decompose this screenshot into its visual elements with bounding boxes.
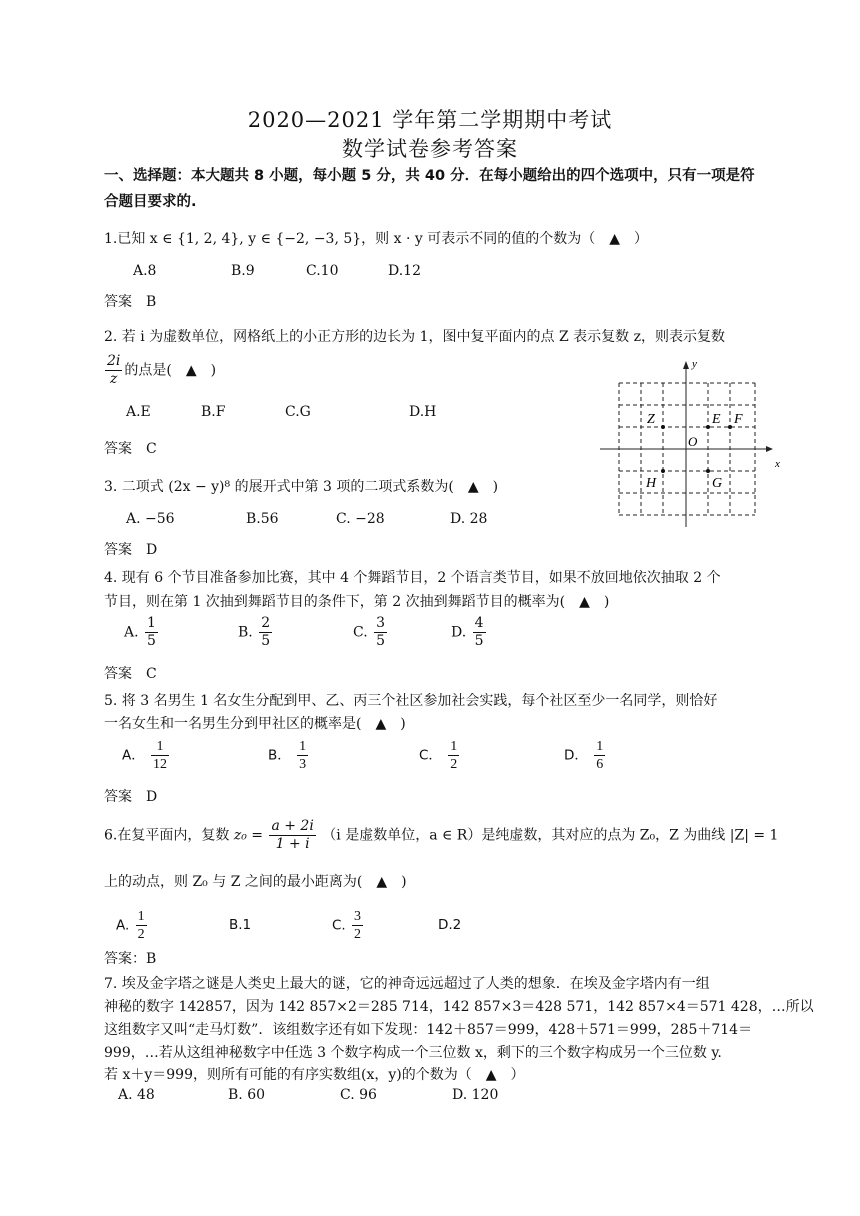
q4-option-a-label: A. (124, 624, 139, 641)
axis-x-label: x (775, 458, 780, 470)
q5-option-a-den: 12 (153, 757, 168, 772)
question-7-line1: 7. 埃及金字塔之谜是人类史上最大的谜，它的神奇远远超过了人类的想象．在埃及金字塔内有一组 (104, 976, 710, 992)
q2-frac-den: z (110, 371, 118, 387)
q1-option-a: A.8 (133, 263, 157, 279)
y-axis-arrow-icon (683, 361, 689, 369)
q1-answer: 答案 B (104, 294, 157, 310)
point-g (706, 469, 710, 473)
q6-option-a-label: A. (116, 917, 130, 934)
q6-option-b: B.1 (229, 917, 252, 933)
point-h-label: H (646, 476, 657, 491)
q2-option-c: C.G (285, 404, 311, 420)
q6-option-c (332, 908, 365, 943)
question-4-line1: 4. 现有 6 个节目准备参加比赛，其中 4 个舞蹈节目，2 个语言类节目，如果不放回地依次抽取 2 个 (104, 570, 721, 586)
q5-option-d-label: D． (564, 747, 588, 764)
question-5-line1: 5. 将 3 名男生 1 名女生分配到甲、乙、丙三个社区参加社会实践，每个社区至少一名同学，则恰好 (104, 693, 718, 709)
q4-option-a-den: 5 (147, 633, 156, 649)
section-header-line1: 一、选择题：本大题共 8 小题，每小题 5 分，共 40 分．在每小题给出的四个选项中，只有一项是符 (104, 168, 755, 184)
q5-option-d-num: 1 (596, 739, 604, 754)
q5-option-a-num: 1 (151, 738, 169, 756)
q4-option-c (353, 615, 389, 650)
q5-option-b-num: 1 (299, 739, 307, 754)
q6-mid: （i 是虚数单位，a ∈ R）是纯虚数，其对应的点为 Z₀，Z 为曲线 |Z| = 1 (322, 827, 779, 844)
q5-option-b-label: B． (268, 747, 291, 764)
point-g-label: G (712, 476, 723, 491)
q4-answer: 答案 C (104, 666, 157, 682)
q2-fraction (105, 353, 122, 388)
q2-frac-num: 2i (107, 353, 121, 369)
question-1-text: 1.已知 x ∈ {1, 2, 4}, y ∈ {−2, −3, 5}，则 x · y 可表示不同的值的个数为（ ▲ ） (104, 231, 648, 247)
q7-option-c: C. 96 (340, 1087, 377, 1103)
q4-option-c-label: C. (353, 624, 368, 641)
q2-option-b: B.F (201, 404, 226, 420)
q4-option-a-num: 1 (147, 615, 156, 631)
q6-option-a-den: 2 (137, 927, 145, 942)
q6-frac-den: 1 + i (275, 836, 310, 852)
question-7-line5: 若 x＋y＝999，则所有可能的有序实数组(x，y)的个数为（ ▲ ） (104, 1067, 525, 1083)
q3-option-d: D. 28 (450, 511, 488, 527)
q7-option-b: B. 60 (228, 1087, 266, 1103)
q6-z0: z₀ = (233, 827, 263, 844)
q5-option-d-den: 6 (596, 757, 604, 772)
question-2-line1: 2. 若 i 为虚数单位，网格纸上的小正方形的边长为 1，图中复平面内的点 Z 表示复数 z，则表示复数 (104, 329, 725, 345)
q4-option-b-den: 5 (261, 633, 271, 649)
point-z-label: Z (647, 412, 655, 427)
q5-option-a (122, 738, 171, 773)
q3-option-c: C. −28 (336, 511, 385, 527)
page-title: 2020—2021 学年第二学期期中考试 (247, 108, 613, 132)
q6-option-c-num: 3 (354, 909, 362, 924)
x-axis-arrow-icon (766, 446, 773, 452)
q3-answer: 答案 D (104, 542, 158, 558)
point-f-label: F (734, 412, 743, 427)
q6-option-a-num: 1 (137, 909, 145, 924)
question-7-line2: 神秘的数字 142857，因为 142 857×2＝285 714，142 857×3＝428 571，142 857×4＝571 428，…所以 (104, 999, 814, 1015)
q1-option-d: D.12 (388, 263, 421, 279)
q7-option-a: A. 48 (118, 1087, 155, 1103)
q4-option-b-label: B. (238, 624, 253, 641)
q4-option-c-den: 5 (376, 633, 386, 649)
q4-option-b-num: 2 (261, 615, 271, 631)
point-e-label: E (712, 412, 721, 427)
q3-option-a: A. −56 (126, 511, 175, 527)
q2-option-a: A.E (126, 404, 151, 420)
q4-option-d (451, 615, 488, 650)
q5-option-c-den: 2 (450, 757, 458, 772)
point-e (706, 425, 710, 429)
question-7-line3: 这组数字又叫“走马灯数”．该组数字还有如下发现：142＋857＝999，428＋571＝999，285＋714＝ (104, 1022, 753, 1038)
q5-option-d (564, 738, 607, 773)
q6-prefix: 6.在复平面内，复数 (104, 827, 230, 844)
q6-option-c-den: 2 (354, 927, 362, 942)
question-3-text: 3. 二项式 (2x − y)⁸ 的展开式中第 3 项的二项式系数为( ▲ ) (104, 479, 499, 495)
q5-answer: 答案 D (104, 789, 158, 805)
origin-label: O (688, 434, 698, 449)
question-5-line2: 一名女生和一名男生分到甲社区的概率是( ▲ ) (104, 716, 406, 732)
q5-option-c-num: 1 (450, 739, 458, 754)
q6-option-d: D.2 (438, 917, 462, 933)
point-f (728, 425, 732, 429)
section-header-line2: 合题目要求的. (104, 194, 197, 210)
q5-option-c-label: C． (419, 747, 442, 764)
q4-option-a (124, 615, 160, 650)
q3-option-b: B.56 (246, 511, 279, 527)
page-subtitle: 数学试卷参考答案 (342, 137, 518, 161)
q2-line2-rest: 的点是( ▲ ) (124, 362, 217, 379)
q7-option-d: D. 120 (452, 1087, 499, 1103)
question-2-line2 (103, 353, 216, 388)
point-z (661, 425, 665, 429)
q6-answer: 答案：B (104, 951, 157, 967)
q4-option-c-num: 3 (376, 615, 386, 631)
q1-option-c: C.10 (306, 263, 339, 279)
q6-frac-num: a + 2i (271, 818, 314, 834)
q1-option-b: B.9 (231, 263, 255, 279)
point-h (661, 469, 665, 473)
q4-option-b (238, 615, 274, 650)
question-6-line2: 上的动点，则 Z₀ 与 Z 之间的最小距离为( ▲ ) (104, 874, 407, 890)
q5-option-b-den: 3 (299, 757, 307, 772)
axis-y-label: y (692, 358, 697, 370)
q4-option-d-label: D. (451, 624, 467, 641)
complex-plane-figure (596, 355, 786, 535)
q6-option-c-label: C. (332, 917, 346, 934)
q4-option-d-num: 4 (474, 615, 484, 631)
question-7-line4: 999，…若从这组神秘数字中任选 3 个数字构成一个三位数 x，剩下的三个数字构成另一个三位数 y. (104, 1045, 722, 1061)
q5-option-c (419, 738, 461, 773)
q4-option-d-den: 5 (474, 633, 484, 649)
question-6-line1 (104, 818, 778, 853)
question-4-line2: 节目，则在第 1 次抽到舞蹈节目的条件下，第 2 次抽到舞蹈节目的概率为( ▲ ) (104, 594, 610, 610)
q5-option-b (268, 738, 310, 773)
q2-option-d: D.H (409, 404, 437, 420)
q2-answer: 答案 C (104, 441, 157, 457)
q6-option-a (116, 908, 149, 943)
q5-option-a-label: A． (122, 747, 145, 764)
